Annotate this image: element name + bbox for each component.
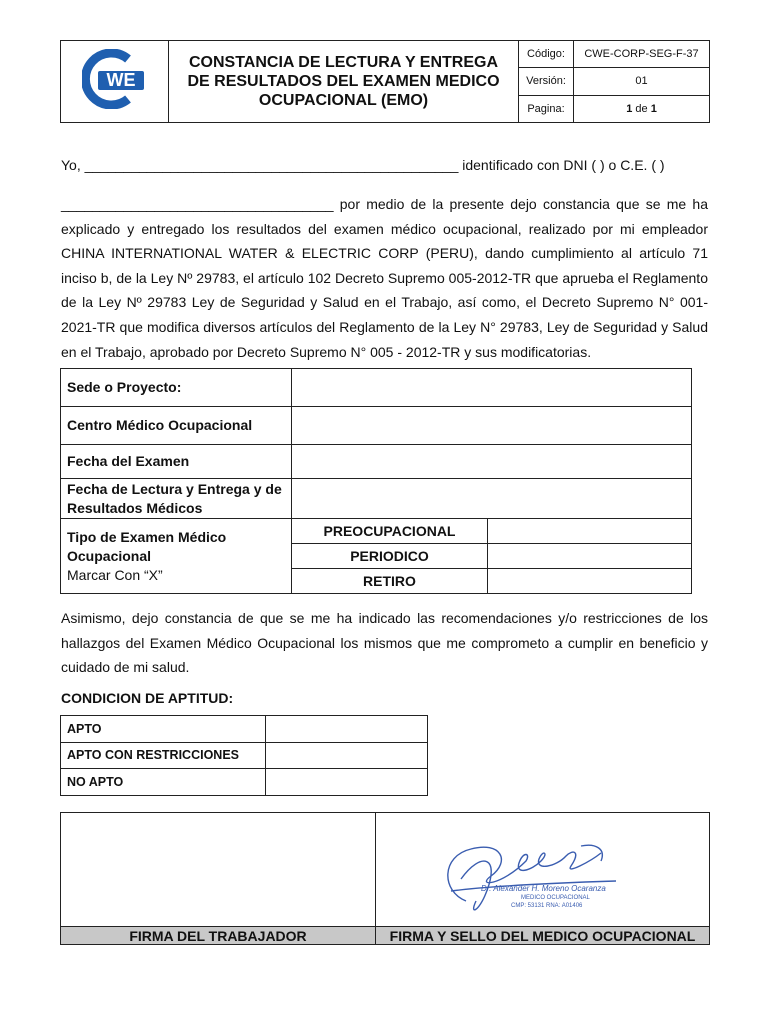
worker-signature-label: FIRMA DEL TRABAJADOR [61,926,375,944]
svg-text:CMP: 53131 RNA: A01406: CMP: 53131 RNA: A01406 [511,903,583,909]
svg-text:Dr. Alexander H. Moreno Ocaran: Dr. Alexander H. Moreno Ocaranza [481,884,606,893]
pagina-current: 1 [626,102,633,115]
version-label: Versión: [519,68,574,95]
aptitud-table [60,715,428,796]
option-retiro-mark[interactable] [488,569,692,594]
document-header [60,40,710,123]
pagina-value [574,95,710,122]
option-preocupacional-mark[interactable] [488,519,692,544]
commitment-paragraph: Asimismo, dejo constancia de que se me ha indicado las recomendaciones y/o restricciones de los hallazgos del Examen Médico Ocupacional los mismos que me comprometo a cumplir en beneficio y cuidado de mi salud. [61,610,708,676]
tipo-examen-label: Tipo de Examen Médico Ocupacional [67,528,227,564]
worker-identification-line: Yo, ________________________________________________ identificado con DNI ( ) o C.E. ( ) [61,157,665,173]
company-logo-cell [61,41,169,123]
aptitud-title: CONDICION DE APTITUD: [61,690,234,706]
version-value: 01 [574,68,710,95]
sede-field[interactable] [292,369,692,407]
pagina-total: 1 [650,102,657,115]
document-title: CONSTANCIA DE LECTURA Y ENTREGA DE RESULTADOS DEL EXAMEN MEDICO OCUPACIONAL (EMO) [169,41,519,123]
fecha-examen-field[interactable] [292,445,692,479]
fecha-lectura-label: Fecha de Lectura y Entrega y de Resultados Médicos [61,479,292,519]
apto-label: APTO [61,716,266,743]
option-retiro-label: RETIRO [292,569,488,594]
codigo-label: Código: [519,41,574,68]
codigo-value: CWE-CORP-SEG-F-37 [574,41,710,68]
fecha-examen-label: Fecha del Examen [61,445,292,479]
fecha-lectura-field[interactable] [292,479,692,519]
doctor-signature-stamp-icon [431,831,641,923]
no-apto-label: NO APTO [61,769,266,796]
apto-restricciones-label: APTO CON RESTRICCIONES [61,742,266,769]
option-periodico-mark[interactable] [488,544,692,569]
doctor-signature-area[interactable] [376,813,709,944]
tipo-examen-hint: Marcar Con “X” [67,566,163,583]
cwe-logo-icon [82,49,148,109]
exam-info-table [60,368,692,594]
pagina-label: Pagina: [519,95,574,122]
tipo-examen-cell [61,519,292,594]
doctor-signature-label: FIRMA Y SELLO DEL MEDICO OCUPACIONAL [376,926,709,944]
sede-label: Sede o Proyecto: [61,369,292,407]
svg-text:WE: WE [106,70,135,90]
no-apto-mark[interactable] [266,769,428,796]
signature-block [60,812,710,945]
option-preocupacional-label: PREOCUPACIONAL [292,519,488,544]
svg-text:MEDICO OCUPACIONAL: MEDICO OCUPACIONAL [521,895,590,901]
centro-medico-label: Centro Médico Ocupacional [61,407,292,445]
apto-mark[interactable] [266,716,428,743]
centro-medico-field[interactable] [292,407,692,445]
declaration-paragraph: ___________________________________ por medio de la presente dejo constancia que se me ha explicado y entregado los resultados del examen médico ocupacional, realizado por mi empleador CHINA INTERNATIONAL WATER & ELECTRIC CORP (PERU), dando cumplimiento al artículo 71 inciso b, de la Ley Nº 29783, el artículo 102 Decreto Supremo 005-2012-TR que aprueba el Reglamento de la Ley Nº 29783 Ley de Seguridad y Salud en el Trabajo, así como, el Decreto Supremo N° 001-2021-TR que modifica diversos artículos del Reglamento de la Ley N° 29783, Ley de Seguridad y Salud en el Trabajo, aprobado por Decreto Supremo N° 005 - 2012-TR y sus modificatorias. [61,196,708,360]
apto-restricciones-mark[interactable] [266,742,428,769]
option-periodico-label: PERIODICO [292,544,488,569]
pagina-de: de [635,102,648,115]
worker-signature-area[interactable] [61,813,376,944]
